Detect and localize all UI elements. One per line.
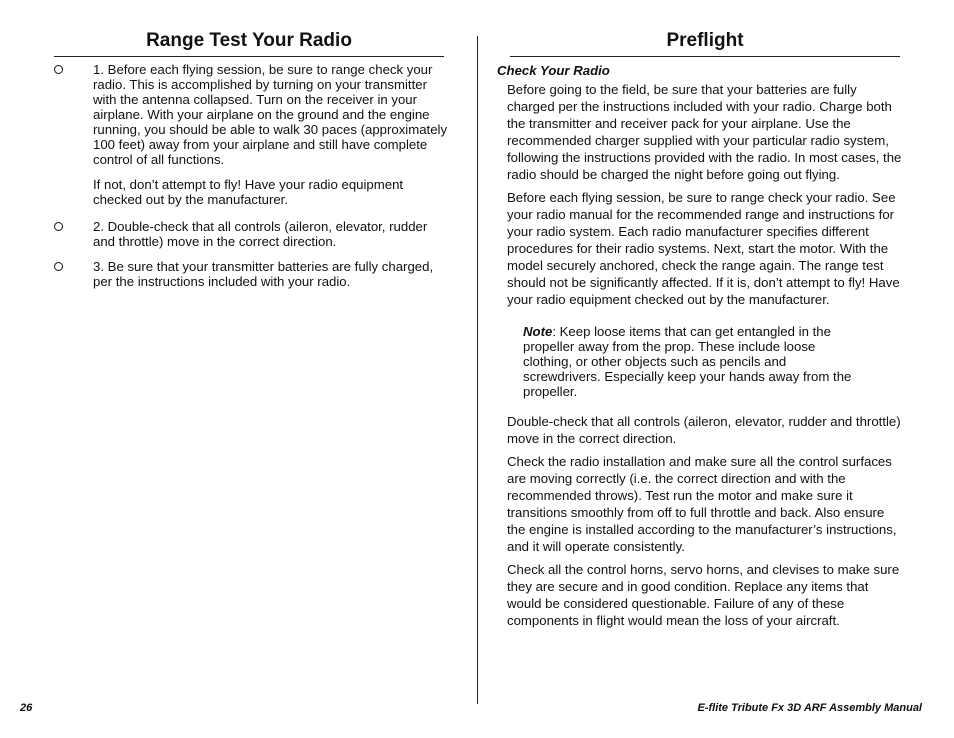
manual-title: E-flite Tribute Fx 3D ARF Assembly Manual — [697, 702, 922, 714]
body-paragraph: Check the radio installation and make sure all the control surfaces are moving correctly (i.e. the correct direction and with the recommended throws). Test run the motor and make sure it transitions smoothly from off to full throttle and back. Also ensure the engine is installed according to the manufacturer’s instructions, and it will operate consistently. — [507, 454, 897, 554]
checklist-item-2 — [54, 219, 448, 259]
checklist-text: 1. Before each flying session, be sure to range check your radio. This is accomplished by turning on your transmitter with the antenna collapsed. Turn on the receiver in your airplane. With your airplane on the ground and the engine running, you should be able to walk 30 paces (approximately 100 feet) away from your airplane and still have complete control of all functions. — [93, 62, 448, 167]
checklist-item-1 — [54, 62, 448, 217]
checkbox-circle-icon — [54, 65, 63, 74]
checklist-text: 3. Be sure that your transmitter batteries are fully charged, per the instructions included with your radio. — [93, 259, 434, 289]
page-number: 26 — [20, 702, 33, 714]
note-block — [523, 324, 863, 399]
body-paragraph: Double-check that all controls (aileron, elevator, rudder and throttle) move in the correct direction. — [507, 414, 901, 446]
check-your-radio-subheading: Check Your Radio — [497, 63, 610, 78]
range-test-heading: Range Test Your Radio — [54, 30, 444, 57]
note-label: Note — [523, 324, 553, 339]
column-divider — [477, 36, 478, 704]
note-text: : Keep loose items that can get entangled in the propeller away from the prop. These include loose clothing, or other objects such as pencils and screwdrivers. Especially keep your hands away from the propeller. — [523, 324, 852, 399]
checkbox-circle-icon — [54, 262, 63, 271]
body-paragraph: Check all the control horns, servo horns, and clevises to make sure they are secure and in good condition. Replace any items that would be considered questionable. Failure of any of these components in flight would mean the loss of your aircraft. — [507, 562, 900, 628]
checklist-item-3 — [54, 259, 448, 299]
body-paragraph: Before going to the field, be sure that your batteries are fully charged per the instructions included with your radio. Charge both the transmitter and receiver pack for your airplane. Use the recommended charger supplied with your particular radio system, following the instructions provided with the radio. In most cases, the radio should be charged the night before going out flying. — [507, 82, 902, 182]
checkbox-circle-icon — [54, 222, 63, 231]
preflight-heading: Preflight — [510, 30, 900, 57]
checklist-text: 2. Double-check that all controls (aileron, elevator, rudder and throttle) move in the correct direction. — [93, 219, 428, 249]
checklist-text: If not, don’t attempt to fly! Have your radio equipment checked out by the manufacturer. — [93, 177, 404, 207]
body-paragraph: Before each flying session, be sure to range check your radio. See your radio manual for the recommended range and instructions for your radio system. Each radio manufacturer specifies different procedures for their radio systems. Next, start the motor. With the model securely anchored, check the range again. The range test should not be significantly affected. If it is, don’t attempt to fly! Have your radio equipment checked out by the manufacturer. — [507, 190, 900, 307]
preflight-section — [497, 62, 905, 635]
